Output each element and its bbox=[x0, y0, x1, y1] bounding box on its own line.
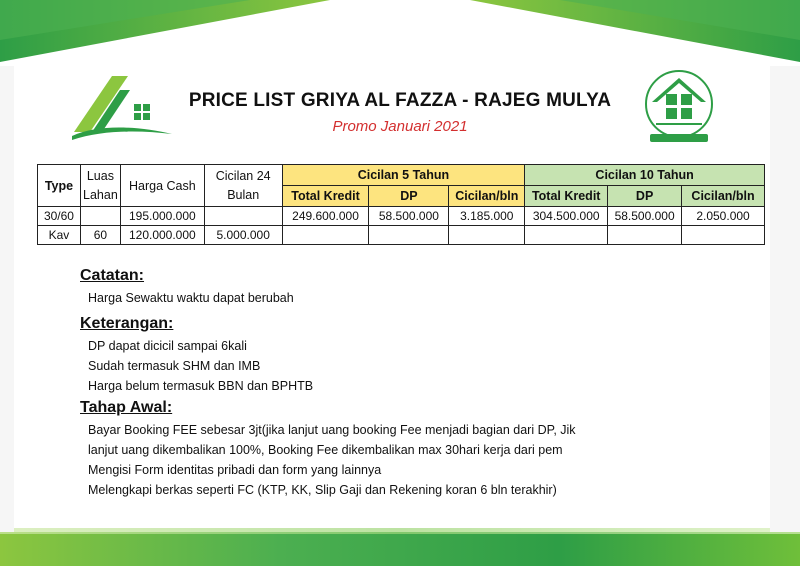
tahap-awal-item: Bayar Booking FEE sebesar 3jt(jika lanjut uang booking Fee menjadi bagian dari DP, Jik bbox=[88, 423, 576, 437]
table-cell: 30/60 bbox=[38, 207, 81, 226]
table-cell: 195.000.000 bbox=[120, 207, 204, 226]
header-cicilan-bln-5: Cicilan/bln bbox=[449, 186, 525, 207]
header-cicilan-bln-10: Cicilan/bln bbox=[682, 186, 765, 207]
header-cicilan-24: Cicilan 24 Bulan bbox=[204, 165, 282, 207]
table-cell: 120.000.000 bbox=[120, 226, 204, 245]
table-cell: 58.500.000 bbox=[608, 207, 682, 226]
header-type: Type bbox=[38, 165, 81, 207]
table-cell bbox=[449, 226, 525, 245]
header-harga-cash: Harga Cash bbox=[120, 165, 204, 207]
table-cell: Kav bbox=[38, 226, 81, 245]
table-cell bbox=[282, 226, 369, 245]
tahap-awal-heading: Tahap Awal: bbox=[80, 399, 173, 416]
table-cell: 304.500.000 bbox=[525, 207, 608, 226]
table-row bbox=[38, 226, 765, 245]
header-cicilan-10-tahun: Cicilan 10 Tahun bbox=[525, 165, 765, 186]
table-cell: 3.185.000 bbox=[449, 207, 525, 226]
keterangan-item: Harga belum termasuk BBN dan BPHTB bbox=[88, 379, 314, 393]
tahap-awal-item: lanjut uang dikembalikan 100%, Booking Fee dikembalikan max 30hari kerja dari pem bbox=[88, 443, 563, 457]
header-total-kredit-10: Total Kredit bbox=[525, 186, 608, 207]
table-row bbox=[38, 207, 765, 226]
left-margin bbox=[0, 66, 14, 532]
top-green-band bbox=[0, 0, 800, 66]
tahap-awal-item: Melengkapi berkas seperti FC (KTP, KK, Slip Gaji dan Rekening koran 6 bln terakhir) bbox=[88, 483, 557, 497]
catatan-item: Harga Sewaktu waktu dapat berubah bbox=[88, 291, 294, 305]
header-cicilan-5-tahun: Cicilan 5 Tahun bbox=[282, 165, 525, 186]
table-cell: 249.600.000 bbox=[282, 207, 369, 226]
header-dp-10: DP bbox=[608, 186, 682, 207]
table-cell bbox=[525, 226, 608, 245]
table-cell bbox=[204, 207, 282, 226]
tahap-awal-item: Mengisi Form identitas pribadi dan form yang lainnya bbox=[88, 463, 382, 477]
table-cell: 5.000.000 bbox=[204, 226, 282, 245]
page-title: PRICE LIST GRIYA AL FAZZA - RAJEG MULYA bbox=[188, 90, 612, 111]
header-total-kredit-5: Total Kredit bbox=[282, 186, 369, 207]
promo-subtitle: Promo Januari 2021 bbox=[332, 118, 468, 135]
header-luas-lahan: Luas Lahan bbox=[80, 165, 120, 207]
keterangan-heading: Keterangan: bbox=[80, 315, 174, 332]
table-cell bbox=[80, 207, 120, 226]
table-cell: 60 bbox=[80, 226, 120, 245]
header-dp-5: DP bbox=[369, 186, 449, 207]
price-table bbox=[37, 164, 765, 245]
table-cell bbox=[369, 226, 449, 245]
right-margin bbox=[770, 66, 800, 532]
keterangan-item: DP dapat dicicil sampai 6kali bbox=[88, 339, 247, 353]
catatan-heading: Catatan: bbox=[80, 267, 145, 284]
bottom-green-band bbox=[0, 532, 800, 566]
keterangan-item: Sudah termasuk SHM dan IMB bbox=[88, 359, 261, 373]
table-cell bbox=[608, 226, 682, 245]
table-cell bbox=[682, 226, 765, 245]
badge-logo-icon bbox=[640, 68, 718, 152]
notes-section bbox=[80, 264, 620, 500]
table-cell: 58.500.000 bbox=[369, 207, 449, 226]
table-cell: 2.050.000 bbox=[682, 207, 765, 226]
